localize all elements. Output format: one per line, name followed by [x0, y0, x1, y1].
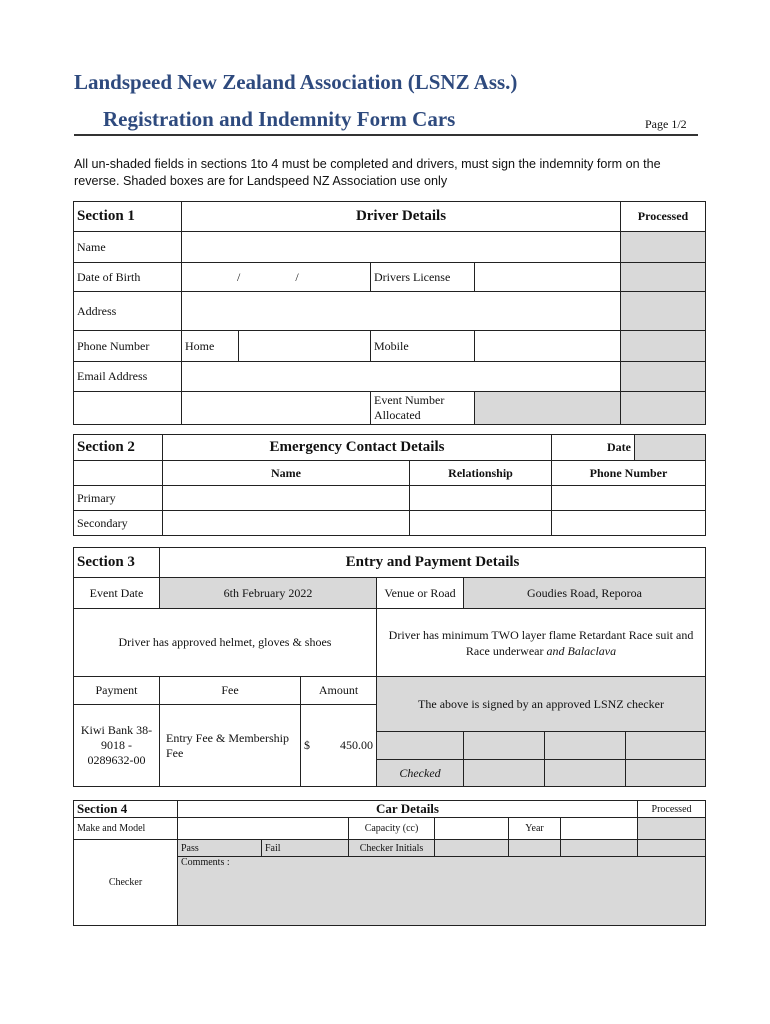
event-number-label: Event Number Allocated: [371, 392, 475, 425]
make-label: Make and Model: [74, 818, 178, 840]
col-phone: Phone Number: [552, 461, 706, 486]
fail-label: Fail: [262, 840, 349, 857]
primary-relationship-field[interactable]: [410, 486, 552, 511]
processed-cell: [621, 263, 706, 292]
address-label: Address: [74, 292, 182, 331]
currency-symbol: $: [304, 738, 310, 752]
date-field: [635, 435, 706, 461]
section3-label: Section 3: [74, 548, 160, 578]
phone-label: Phone Number: [74, 331, 182, 362]
primary-label: Primary: [74, 486, 163, 511]
shaded-cell: [509, 840, 561, 857]
processed-cell: [621, 392, 706, 425]
col-relationship: Relationship: [410, 461, 552, 486]
event-date-value: 6th February 2022: [160, 578, 377, 609]
shaded-cell: [561, 840, 638, 857]
checker-box: [377, 732, 464, 760]
checker-box: [545, 760, 626, 787]
checker-box: [464, 732, 545, 760]
page-number: Page 1/2: [645, 117, 687, 131]
event-date-label: Event Date: [74, 578, 160, 609]
venue-label: Venue or Road: [377, 578, 464, 609]
capacity-field[interactable]: [435, 818, 509, 840]
suit-balaclava: and Balaclava: [546, 643, 617, 658]
checker-label: Checker: [74, 840, 178, 926]
checker-box: [626, 760, 706, 787]
license-label: Drivers License: [371, 263, 475, 292]
processed-label: Processed: [638, 801, 706, 818]
name-field[interactable]: [182, 232, 621, 263]
checked-label: Checked: [377, 760, 464, 787]
section1-title: Driver Details: [182, 202, 621, 232]
dob-field[interactable]: [182, 263, 371, 292]
home-phone-field[interactable]: [239, 331, 371, 362]
checker-initials-label: Checker Initials: [349, 840, 435, 857]
processed-cell: [621, 362, 706, 392]
dob-slash: /: [295, 269, 299, 284]
checker-initials-field: [435, 840, 509, 857]
checker-box: [545, 732, 626, 760]
amount-value: 450.00: [340, 738, 373, 752]
title-divider: [74, 134, 698, 136]
checker-box: [626, 732, 706, 760]
amount-cell: [301, 705, 377, 787]
org-title: Landspeed New Zealand Association (LSNZ Ass.): [74, 70, 518, 94]
processed-cell: [621, 232, 706, 263]
pass-label: Pass: [178, 840, 262, 857]
email-label: Email Address: [74, 362, 182, 392]
year-label: Year: [509, 818, 561, 840]
mobile-field[interactable]: [475, 331, 621, 362]
name-label: Name: [74, 232, 182, 263]
processed-cell: [621, 331, 706, 362]
primary-name-field[interactable]: [163, 486, 410, 511]
license-field[interactable]: [475, 263, 621, 292]
primary-phone-field[interactable]: [552, 486, 706, 511]
comments-box: Comments :: [178, 857, 706, 926]
helmet-statement: Driver has approved helmet, gloves & shoes: [74, 609, 377, 677]
bank-details: Kiwi Bank 38-9018 - 0289632-00: [74, 705, 160, 787]
payment-label: Payment: [74, 677, 160, 705]
blank-cell: [74, 461, 163, 486]
venue-value: Goudies Road, Reporoa: [464, 578, 706, 609]
form-title: Registration and Indemnity Form Cars: [103, 107, 456, 131]
col-name: Name: [163, 461, 410, 486]
section4-label: Section 4: [74, 801, 178, 818]
processed-label: Processed: [621, 202, 706, 232]
section4-title: Car Details: [178, 801, 638, 818]
dob-label: Date of Birth: [74, 263, 182, 292]
email-field[interactable]: [182, 362, 621, 392]
secondary-phone-field[interactable]: [552, 511, 706, 536]
intro-text: All un-shaded fields in sections 1to 4 must be completed and drivers, must sign the indemnity form on the reverse. Shaded boxes are for Landspeed NZ Association use only: [74, 157, 661, 188]
section3-table: [73, 547, 706, 787]
address-field[interactable]: [182, 292, 621, 331]
blank-cell: [74, 392, 182, 425]
dob-slash: /: [237, 269, 241, 284]
processed-cell: [621, 292, 706, 331]
fee-label: Fee: [160, 677, 301, 705]
amount-label: Amount: [301, 677, 377, 705]
section2-title: Emergency Contact Details: [163, 435, 552, 461]
processed-cell: [638, 818, 706, 840]
home-label: Home: [182, 331, 239, 362]
section4-table: [73, 800, 706, 926]
blank-cell: [182, 392, 371, 425]
secondary-name-field[interactable]: [163, 511, 410, 536]
suit-text: Driver has minimum TWO layer flame Retardant Race suit and Race underwear: [388, 627, 694, 658]
signed-statement: The above is signed by an approved LSNZ checker: [377, 677, 706, 732]
section1-table: [73, 201, 706, 425]
event-number-field: [475, 392, 621, 425]
make-field[interactable]: [178, 818, 349, 840]
date-label: Date: [552, 435, 635, 461]
secondary-label: Secondary: [74, 511, 163, 536]
section2-label: Section 2: [74, 435, 163, 461]
section2-table: [73, 434, 706, 536]
section3-title: Entry and Payment Details: [160, 548, 706, 578]
section1-label: Section 1: [74, 202, 182, 232]
fee-description: Entry Fee & Membership Fee: [160, 705, 301, 787]
suit-statement: [377, 609, 706, 677]
year-field[interactable]: [561, 818, 638, 840]
checker-box: [464, 760, 545, 787]
capacity-label: Capacity (cc): [349, 818, 435, 840]
mobile-label: Mobile: [371, 331, 475, 362]
secondary-relationship-field[interactable]: [410, 511, 552, 536]
shaded-cell: [638, 840, 706, 857]
